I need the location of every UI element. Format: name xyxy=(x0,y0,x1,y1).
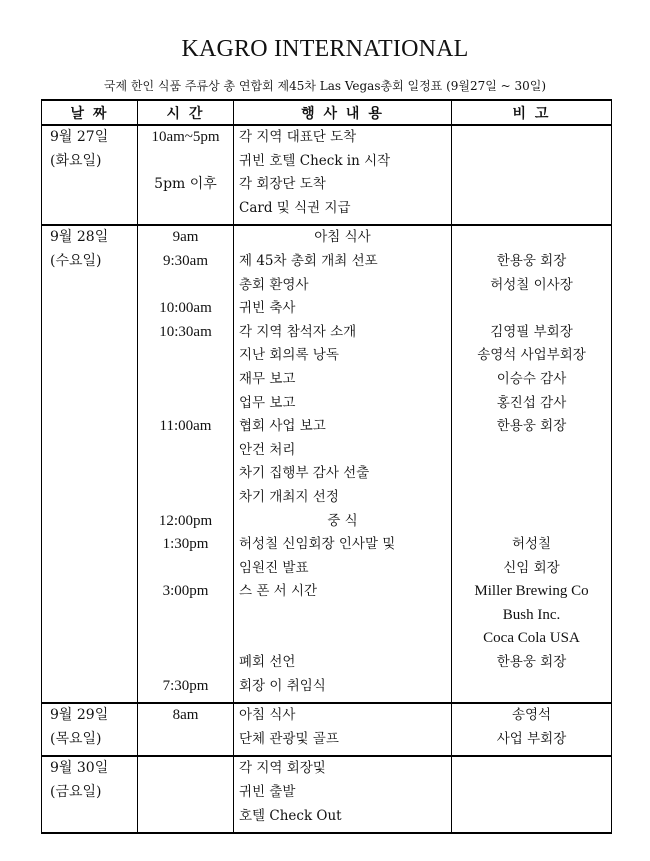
event-entry: 임원진 발표 xyxy=(239,559,309,576)
event-cell xyxy=(234,703,452,751)
note-entry xyxy=(452,675,611,699)
time-entry: 11:00am xyxy=(159,418,212,435)
event-entry: 귀빈 축사 xyxy=(239,300,296,317)
header-time: 시 간 xyxy=(138,100,234,125)
note-entry: 한용웅 회장 xyxy=(496,654,567,671)
note-entry: 허성칠 xyxy=(511,536,552,553)
note-entry xyxy=(452,297,611,321)
note-entry: Bush Inc. xyxy=(502,606,561,623)
time-entry xyxy=(138,462,233,486)
time-entry: 9am xyxy=(172,229,199,246)
note-entry: 사업 부회장 xyxy=(496,730,567,747)
document-title: KAGRO INTERNATIONAL xyxy=(181,36,469,62)
date-cell xyxy=(42,125,138,220)
note-entry xyxy=(452,173,611,197)
note-entry: Coca Cola USA xyxy=(483,630,580,647)
event-entry: 차기 개최지 선정 xyxy=(239,488,339,505)
time-entry xyxy=(138,392,233,416)
time-entry xyxy=(138,651,233,675)
note-entry xyxy=(452,439,611,463)
time-entry xyxy=(138,150,233,174)
time-entry xyxy=(138,604,233,628)
note-cell xyxy=(452,703,612,751)
note-entry xyxy=(452,757,611,781)
event-cell xyxy=(234,756,452,828)
event-entry: 업무 보고 xyxy=(239,394,296,411)
time-entry: 10am~5pm xyxy=(151,129,220,145)
note-entry xyxy=(452,126,611,150)
time-entry xyxy=(138,805,233,829)
note-entry: 송영석 xyxy=(511,707,552,724)
header-event: 행 사 내 용 xyxy=(234,100,452,125)
time-entry xyxy=(138,344,233,368)
event-cell xyxy=(234,125,452,220)
time-cell xyxy=(138,225,234,698)
note-entry xyxy=(452,486,611,510)
document-subtitle: 국제 한인 식품 주류상 총 연합회 제45차 Las Vegas총회 일정표 (9월27일 ~ 30일) xyxy=(103,79,547,93)
header-note: 비 고 xyxy=(452,100,612,125)
note-entry: Miller Brewing Co xyxy=(474,583,589,600)
time-entry: 9:30am xyxy=(163,252,208,269)
event-entry: 안건 처리 xyxy=(239,441,296,458)
time-entry: 3:00pm xyxy=(162,583,209,600)
note-entry xyxy=(452,197,611,221)
date-cell xyxy=(42,225,138,698)
event-cell xyxy=(234,225,452,698)
time-entry: 7:30pm xyxy=(162,677,209,694)
time-cell xyxy=(138,125,234,220)
event-entry: 각 회장단 도착 xyxy=(239,176,326,193)
event-entry: 제 45차 총회 개최 선포 xyxy=(239,252,378,269)
event-entry: 허성칠 신임회장 인사말 및 xyxy=(239,536,396,553)
date-label: 9월 27일 xyxy=(50,129,109,145)
time-entry xyxy=(138,274,233,298)
weekday-label: (화요일) xyxy=(50,152,102,169)
event-entry: 재무 보고 xyxy=(239,370,296,387)
date-cell xyxy=(42,756,138,828)
header-date: 날 짜 xyxy=(42,100,138,125)
note-entry: 한용웅 회장 xyxy=(496,252,567,269)
weekday-label: (목요일) xyxy=(50,730,102,747)
event-entry: 중 식 xyxy=(327,512,358,529)
time-entry xyxy=(138,781,233,805)
event-entry: 차기 집행부 감사 선출 xyxy=(239,465,370,482)
note-cell xyxy=(452,125,612,220)
note-entry: 김영필 부회장 xyxy=(490,323,573,340)
time-cell xyxy=(138,703,234,751)
note-entry xyxy=(452,781,611,805)
note-cell xyxy=(452,756,612,828)
event-entry: Card 및 식권 지급 xyxy=(239,199,351,216)
time-entry xyxy=(138,486,233,510)
event-entry: 각 지역 회장및 xyxy=(239,760,326,777)
event-entry: 귀빈 출발 xyxy=(239,784,296,801)
time-entry: 10:00am xyxy=(159,300,212,317)
event-entry: 지난 회의록 낭독 xyxy=(239,347,339,364)
event-entry: 각 지역 참석자 소개 xyxy=(239,323,357,340)
day-section-0929 xyxy=(42,703,612,751)
event-entry: 단체 관광및 골프 xyxy=(239,730,339,747)
weekday-label: (수요일) xyxy=(50,252,102,269)
table-header-row xyxy=(42,100,612,125)
note-entry: 허성칠 이사장 xyxy=(490,276,573,293)
event-entry: 협회 사업 보고 xyxy=(239,418,326,435)
note-entry xyxy=(452,462,611,486)
note-entry xyxy=(452,805,611,829)
event-entry: 회장 이 취임식 xyxy=(239,677,326,694)
event-entry: 각 지역 대표단 도착 xyxy=(239,129,357,145)
note-entry: 홍진섭 감사 xyxy=(496,394,567,411)
note-entry: 신임 회장 xyxy=(503,559,560,576)
day-section-0930 xyxy=(42,756,612,828)
time-cell xyxy=(138,756,234,828)
event-entry xyxy=(234,604,451,628)
note-entry: 송영석 사업부회장 xyxy=(477,347,586,364)
date-label: 9월 28일 xyxy=(50,229,109,246)
event-entry: 아침 식사 xyxy=(314,229,371,246)
event-entry: 호텔 Check Out xyxy=(239,807,342,824)
time-entry xyxy=(138,439,233,463)
date-label: 9월 29일 xyxy=(50,707,109,724)
time-entry: 10:30am xyxy=(159,323,212,340)
schedule-table xyxy=(41,99,612,834)
time-entry xyxy=(138,627,233,651)
note-entry xyxy=(452,510,611,534)
time-entry: 12:00pm xyxy=(158,512,213,529)
note-entry: 한용웅 회장 xyxy=(496,418,567,435)
time-entry xyxy=(138,368,233,392)
note-entry: 이승수 감사 xyxy=(496,370,567,387)
date-label: 9월 30일 xyxy=(50,760,109,777)
event-entry: 폐회 선언 xyxy=(239,654,296,671)
time-entry xyxy=(138,757,233,781)
time-entry: 1:30pm xyxy=(162,536,209,553)
event-entry: 아침 식사 xyxy=(239,707,296,724)
event-entry: 총회 환영사 xyxy=(239,276,309,293)
day-section-0927 xyxy=(42,125,612,220)
time-entry: 5pm 이후 xyxy=(154,176,217,193)
time-entry xyxy=(138,197,233,221)
event-entry: 스 폰 서 시간 xyxy=(239,583,318,600)
time-entry xyxy=(138,557,233,581)
event-entry: 귀빈 호텔 Check in 시작 xyxy=(239,152,391,169)
time-entry xyxy=(138,728,233,752)
date-cell xyxy=(42,703,138,751)
note-entry xyxy=(452,226,611,250)
note-cell xyxy=(452,225,612,698)
day-section-0928 xyxy=(42,225,612,698)
note-entry xyxy=(452,150,611,174)
event-entry xyxy=(234,627,451,651)
weekday-label: (금요일) xyxy=(50,784,102,801)
time-entry: 8am xyxy=(172,707,199,724)
